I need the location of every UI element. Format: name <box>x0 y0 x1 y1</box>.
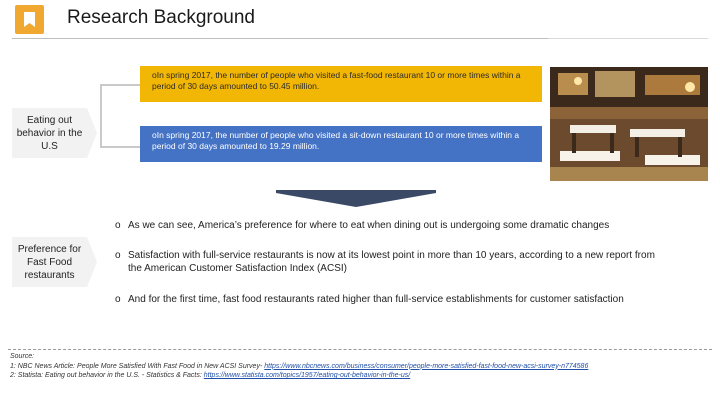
bullet-text: And for the first time, fast food restaurants rated higher than full-service establishments for customer satisfaction <box>128 294 624 305</box>
section-label-arrow <box>87 108 97 158</box>
section-label-preference <box>12 237 87 287</box>
source-link-nbc[interactable]: https://www.nbcnews.com/business/consumer/people-more-satisfied-fast-food-new-acsi-survey-n774586 <box>264 362 589 370</box>
section-label-eating-out-text: Eating out behavior in the U.S <box>16 114 83 152</box>
fact-sit-down <box>140 126 542 162</box>
fact-sit-down-text: oIn spring 2017, the number of people who visited a sit-down restaurant 10 or more times within a period of 30 days amounted to 19.29 million. <box>152 130 520 151</box>
bookmark-glyph <box>15 5 44 34</box>
bullet-text: As we can see, America’s preference for where to eat when dining out is undergoing some dramatic changes <box>128 220 610 231</box>
source-line-2-text: 2: Statista: Eating out behavior in the U.S. - Statistics & Facts: <box>10 372 202 379</box>
sources-divider <box>8 349 712 350</box>
source-line-1-text: 1: NBC News Article: People More Satisfied With Fast Food in New ACSI Survey- <box>10 362 263 370</box>
sources-block <box>10 352 710 381</box>
source-link-statista[interactable]: https://www.statista.com/topics/1957/eating-out-behavior-in-the-us/ <box>203 372 411 379</box>
bullet-marker: o <box>115 250 121 261</box>
section-label-arrow <box>87 237 97 287</box>
bracket-connector <box>100 84 140 148</box>
source-line-2 <box>10 371 710 381</box>
bullet-marker: o <box>115 294 121 305</box>
down-arrow-icon <box>276 190 436 208</box>
page-title: Research Background <box>67 7 255 28</box>
source-line-1 <box>10 362 710 372</box>
section-label-eating-out <box>12 108 87 158</box>
bookmark-icon <box>15 5 44 34</box>
section-label-preference-text: Preference for Fast Food restaurants <box>17 243 82 281</box>
title-divider <box>12 38 548 39</box>
sources-heading: Source: <box>10 353 35 360</box>
fact-fast-food <box>140 66 542 102</box>
restaurant-photo-illustration <box>550 67 708 181</box>
fact-fast-food-text: oIn spring 2017, the number of people who visited a fast-food restaurant 10 or more times within a period of 30 days amounted to 50.45 million. <box>152 70 521 91</box>
title-divider-right <box>548 38 708 39</box>
restaurant-photo <box>550 67 708 181</box>
bullet-text: Satisfaction with full-service restaurants is now at its lowest point in more than 10 years, according to a new report from the American Customer Satisfaction Index (ACSI) <box>128 250 655 274</box>
bullet-marker: o <box>115 220 121 231</box>
